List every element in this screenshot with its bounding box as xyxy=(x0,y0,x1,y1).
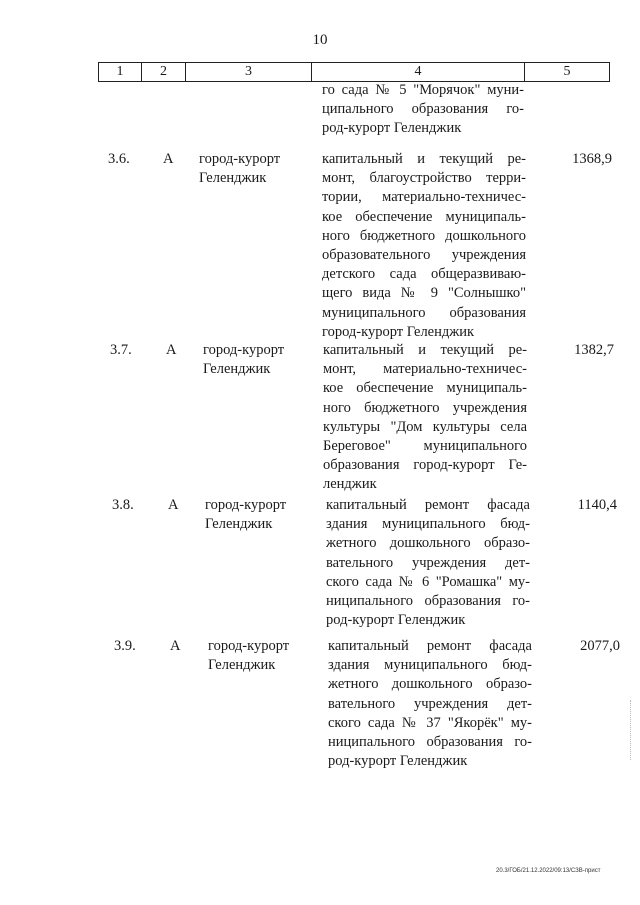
continued-description xyxy=(322,81,524,139)
row-place xyxy=(208,637,318,675)
page-number: 10 xyxy=(312,32,328,48)
description-line: город-курорт Геленджик xyxy=(322,323,475,340)
row-place xyxy=(199,150,309,188)
description-line: детского сада общеразвиваю- xyxy=(322,266,526,283)
description-line: здания муниципального бюд- xyxy=(328,657,532,674)
row-category: А xyxy=(170,638,181,654)
description-line: капитальный и текущий ре- xyxy=(323,342,527,358)
column-header-2: 2 xyxy=(142,63,186,81)
continued-line: ципального образования го- xyxy=(322,101,524,118)
description-line: род-курорт Геленджик xyxy=(328,753,468,770)
description-line: ленджик xyxy=(323,476,377,493)
description-line: ниципального образования го- xyxy=(328,734,532,751)
description-line: монт, материально-техничес- xyxy=(323,361,527,378)
row-description xyxy=(322,150,526,342)
row-place xyxy=(203,341,313,379)
description-line: монт, благоустройство терри- xyxy=(322,170,526,187)
row-description xyxy=(328,637,532,771)
column-header-3: 3 xyxy=(186,63,312,81)
continued-line: го сада № 5 "Морячок" муни- xyxy=(322,82,524,98)
description-line: образования город-курорт Ге- xyxy=(323,457,527,474)
description-line: капитальный ремонт фасада xyxy=(326,497,530,513)
description-line: кое обеспечение муниципаль- xyxy=(322,208,526,225)
continued-line: род-курорт Геленджик xyxy=(322,120,462,137)
column-header-1: 1 xyxy=(99,63,142,81)
place-line: город-курорт xyxy=(199,151,281,167)
row-category: А xyxy=(163,151,174,167)
description-line: ного бюджетного учреждения xyxy=(323,399,527,416)
place-line: город-курорт xyxy=(208,638,290,654)
place-line: город-курорт xyxy=(205,497,287,513)
row-amount: 1368,9 xyxy=(572,151,612,167)
description-line: ного бюджетного дошкольного xyxy=(322,227,526,244)
row-number: 3.8. xyxy=(112,497,134,513)
description-line: ского сада № 6 "Ромашка" му- xyxy=(326,573,530,590)
description-line: муниципального образования xyxy=(322,304,526,321)
place-line: Геленджик xyxy=(208,657,276,674)
place-line: город-курорт xyxy=(203,342,285,358)
description-line: кое обеспечение муниципаль- xyxy=(323,380,527,397)
column-header-table xyxy=(98,62,610,82)
description-line: культуры "Дом культуры села xyxy=(323,418,527,435)
description-line: жетного дошкольного образо- xyxy=(326,535,530,552)
description-line: род-курорт Геленджик xyxy=(326,612,466,629)
description-line: образовательного учреждения xyxy=(322,247,526,264)
description-line: тории, материально-техничес- xyxy=(322,189,526,206)
footer-document-code: 20.3/ГОБ/21.12.2022/09:13/СЗВ-прист xyxy=(496,868,601,874)
description-line: ского сада № 37 "Якорёк" му- xyxy=(328,714,532,731)
description-line: капитальный и текущий ре- xyxy=(322,151,526,167)
scan-edge-mark xyxy=(630,700,632,760)
row-category: А xyxy=(168,497,179,513)
row-description xyxy=(326,496,530,630)
description-line: вательного учреждения дет- xyxy=(328,695,532,712)
row-description xyxy=(323,341,527,495)
row-category: А xyxy=(166,342,177,358)
description-line: ниципального образования го- xyxy=(326,593,530,610)
row-amount: 1382,7 xyxy=(574,342,614,358)
row-number: 3.9. xyxy=(114,638,136,654)
description-line: жетного дошкольного образо- xyxy=(328,676,532,693)
description-line: вательного учреждения дет- xyxy=(326,554,530,571)
row-place xyxy=(205,496,315,534)
column-header-5: 5 xyxy=(563,64,571,79)
place-line: Геленджик xyxy=(199,170,267,187)
column-header-4: 4 xyxy=(312,63,525,81)
description-line: Береговое" муниципального xyxy=(323,438,527,455)
description-line: капитальный ремонт фасада xyxy=(328,638,532,654)
row-amount: 1140,4 xyxy=(577,497,617,513)
description-line: щего вида № 9 "Солнышко" xyxy=(322,285,526,302)
description-line: здания муниципального бюд- xyxy=(326,516,530,533)
place-line: Геленджик xyxy=(203,361,271,378)
row-amount: 2077,0 xyxy=(580,638,620,654)
row-number: 3.7. xyxy=(110,342,132,358)
row-number: 3.6. xyxy=(108,151,130,167)
place-line: Геленджик xyxy=(205,516,273,533)
